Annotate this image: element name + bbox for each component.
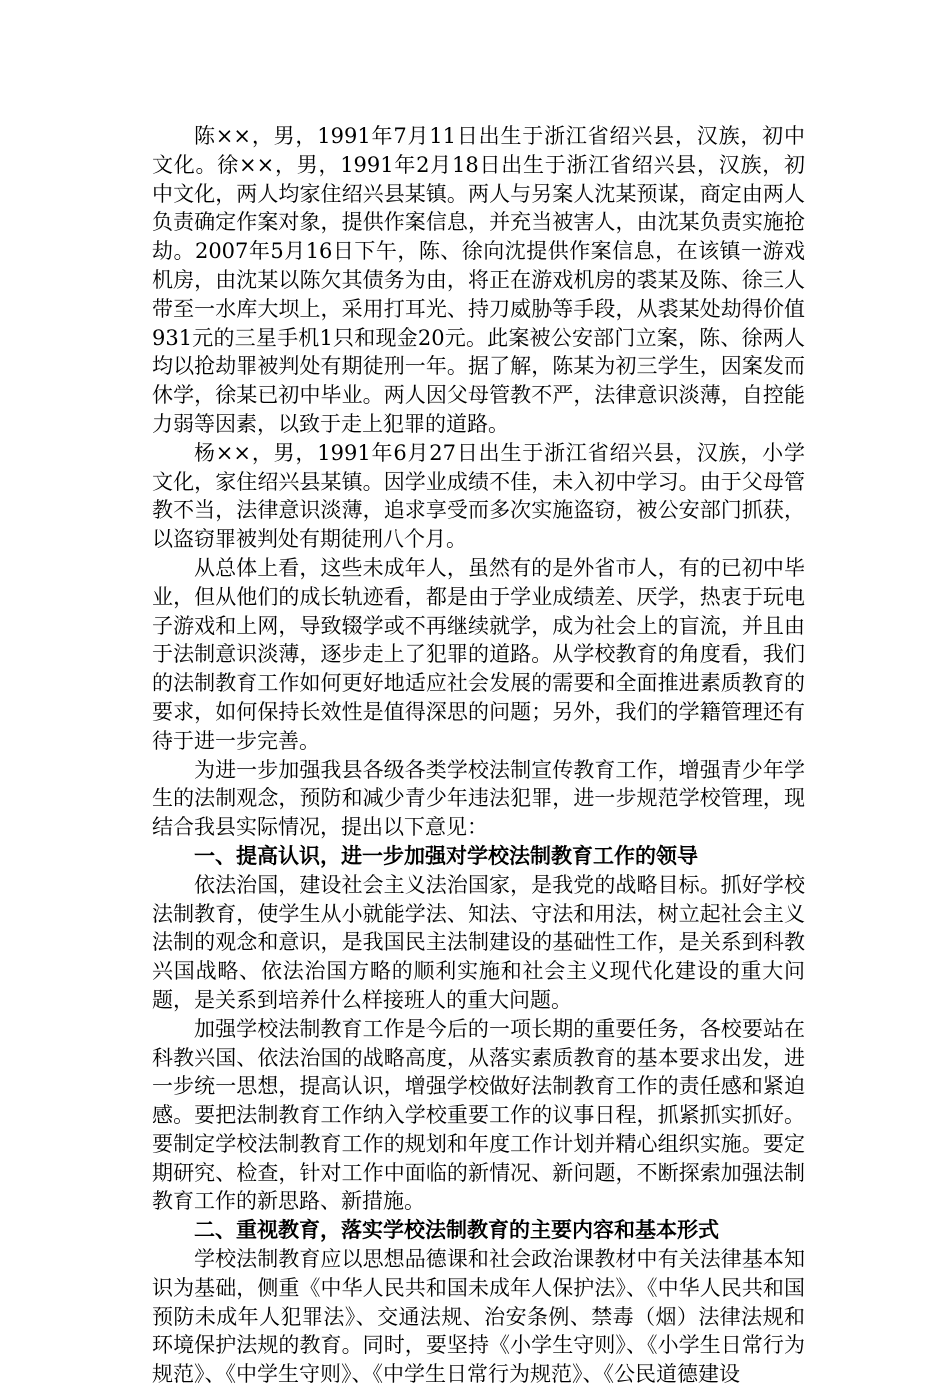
analysis-paragraph: 从总体上看，这些未成年人，虽然有的是外省市人，有的已初中毕业，但从他们的成长轨迹看，都是由于学业成绩差、厌学，热衷于玩电子游戏和上网，导致辍学或不再继续就学，成为社会上的盲流，并且由于法制意识淡薄，逐步走上了犯罪的道路。从学校教育的角度看，我们的法制教育工作如何更好地适应社会发展的需要和全面推进素质教育的要求，如何保持长效性是值得深思的问题；另外，我们的学籍管理还有待于进一步完善。 <box>152 555 805 753</box>
section1-paragraph: 依法治国，建设社会主义法治国家，是我党的战略目标。抓好学校法制教育，使学生从小就能学法、知法、守法和用法，树立起社会主义法制的观念和意识，是我国民主法制建设的基础性工作，是关系到科教兴国战略、依法治国方略的顺利实施和社会主义现代化建设的重大问题，是关系到培养什么样接班人的重大问题。 <box>152 872 805 1012</box>
case-paragraph-yang: 杨××，男，1991年6月27日出生于浙江省绍兴县，汉族，小学文化，家住绍兴县某镇。因学业成绩不佳，未入初中学习。由于父母管教不当，法律意识淡薄，追求享受而多次实施盗窃，被公安部门抓获，以盗窃罪被判处有期徒刑八个月。 <box>152 440 805 552</box>
document-page <box>152 122 805 1389</box>
section-heading-1: 一、提高认识，进一步加强对学校法制教育工作的领导 <box>194 842 698 868</box>
section-heading-2: 二、重视教育，落实学校法制教育的主要内容和基本形式 <box>194 1217 719 1243</box>
case-paragraph-chen-xu: 陈××，男，1991年7月11日出生于浙江省绍兴县，汉族，初中文化。徐××，男，1991年2月18日出生于浙江省绍兴县，汉族，初中文化，两人均家住绍兴县某镇。两人与另案人沈某预谋，商定由两人负责确定作案对象，提供作案信息，并充当被害人，由沈某负责实施抢劫。2007年5月16日下午，陈、徐向沈提供作案信息，在该镇一游戏机房，由沈某以陈欠其债务为由，将正在游戏机房的裘某及陈、徐三人带至一水库大坝上，采用打耳光、持刀威胁等手段，从裘某处劫得价值931元的三星手机1只和现金20元。此案被公安部门立案，陈、徐两人均以抢劫罪被判处有期徒刑一年。据了解，陈某为初三学生，因案发而休学，徐某已初中毕业。两人因父母管教不严，法律意识淡薄，自控能力弱等因素，以致于走上犯罪的道路。 <box>152 124 805 436</box>
intro-paragraph: 为进一步加强我县各级各类学校法制宣传教育工作，增强青少年学生的法制观念，预防和减少青少年违法犯罪，进一步规范学校管理，现结合我县实际情况，提出以下意见： <box>152 757 805 840</box>
section2-paragraph: 学校法制教育应以思想品德课和社会政治课教材中有关法律基本知识为基础，侧重《中华人民共和国未成年人保护法》、《中华人民共和国预防未成年人犯罪法》、交通法规、治安条例、禁毒（烟）法律法规和环境保护法规的教育。同时，要坚持《小学生守则》、《小学生日常行为规范》、《中学生守则》、《中学生日常行为规范》、《公民道德建设 <box>152 1247 805 1387</box>
section1-paragraph: 加强学校法制教育工作是今后的一项长期的重要任务，各校要站在科教兴国、依法治国的战略高度，从落实素质教育的基本要求出发，进一步统一思想，提高认识，增强学校做好法制教育工作的责任感和紧迫感。要把法制教育工作纳入学校重要工作的议事日程，抓紧抓实抓好。要制定学校法制教育工作的规划和年度工作计划并精心组织实施。要定期研究、检查，针对工作中面临的新情况、新问题，不断探索加强法制教育工作的新思路、新措施。 <box>152 1016 805 1214</box>
